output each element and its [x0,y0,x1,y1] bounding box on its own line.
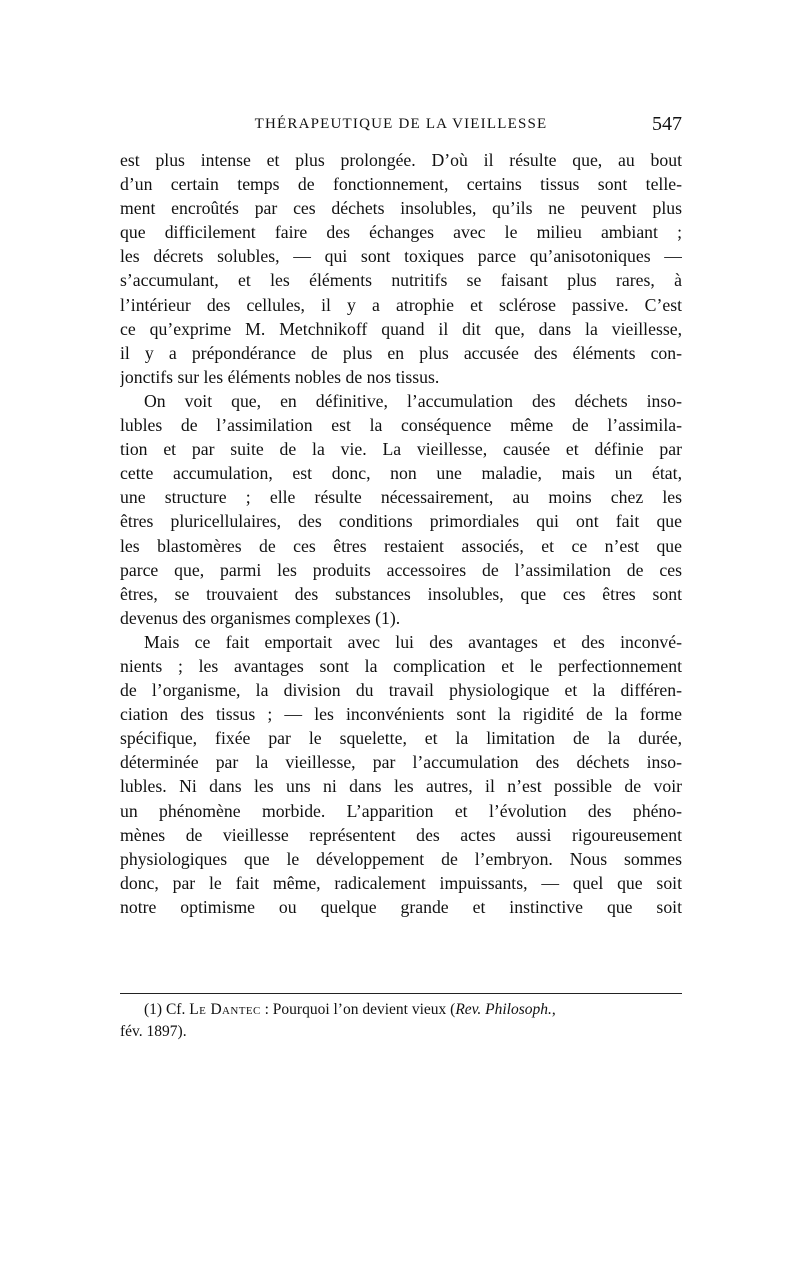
text-line: donc, par le fait même, radicalement impuissants, — quel que soit [120,872,682,893]
text-line: ce qu’exprime M. Metchnikoff quand il dit que, dans la vieillesse, [120,318,682,339]
paragraph [120,389,682,630]
text-line: ment encroûtés par ces déchets insolubles, qu’ils ne peuvent plus [120,198,682,219]
text-line: mènes de vieillesse représentent des actes aussi rigoureusement [120,824,682,845]
footnote-text-after: , [551,1001,556,1018]
footnote-text: : Pourquoi l’on devient vieux ( [260,1001,456,1018]
text-line: les blastomères de ces êtres restaient associés, et ce n’est que [120,535,682,556]
footnote-line: fév. 1897). [120,1023,187,1040]
text-line: il y a prépondérance de plus en plus accusée des éléments con- [120,342,682,363]
text-line: spécifique, fixée par le squelette, et la limitation de la durée, [120,728,682,749]
text-line: lubles. Ni dans les uns ni dans les autres, il n’est possible de voir [120,776,682,797]
text-line: s’accumulant, et les éléments nutritifs se faisant plus rares, à [120,270,682,291]
text-line: est plus intense et plus prolongée. D’où il résulte que, au bout [120,150,682,170]
text-line: êtres, se trouvaient des substances insolubles, que ces êtres sont [120,583,682,604]
text-line: ciation des tissus ; — les inconvénients sont la rigidité de la forme [120,704,682,725]
footnote-author: Le Dantec [189,1001,261,1018]
text-line: déterminée par la vieillesse, par l’accumulation des déchets inso- [120,752,682,773]
text-line: d’un certain temps de fonctionnement, certains tissus sont telle- [120,174,682,195]
body-text [120,148,682,919]
text-line: tion et par suite de la vie. La vieillesse, causée et définie par [120,439,682,460]
text-line: les décrets solubles, — qui sont toxiques parce qu’anisotoniques — [120,246,682,267]
text-line: l’intérieur des cellules, il y a atrophie et sclérose passive. C’est [120,294,682,315]
text-line: êtres pluricellulaires, des conditions primordiales qui ont fait que [120,511,682,532]
text-line: parce que, parmi les produits accessoires de l’assimilation de ces [120,559,682,580]
text-line: notre optimisme ou quelque grande et instinctive que soit [120,896,682,917]
footnote-line [120,999,682,1021]
footnote-marker: (1) Cf. [144,1001,186,1018]
running-title: THÉRAPEUTIQUE DE LA VIEILLESSE [254,116,548,132]
running-head [120,113,682,140]
footnote-rule [120,993,682,994]
text-line: de l’organisme, la division du travail physiologique et la différen- [120,680,682,701]
text-line: une structure ; elle résulte nécessairement, au moins chez les [120,487,682,508]
text-line: un phénomène morbide. L’apparition et l’évolution des phéno- [120,800,682,821]
paragraph [120,148,682,389]
footnote-source-title: Rev. Philosoph. [455,1001,552,1018]
text-line: cette accumulation, est donc, non une maladie, mais un état, [120,463,682,484]
text-line: On voit que, en définitive, l’accumulation des déchets inso- [144,390,682,411]
text-line: jonctifs sur les éléments nobles de nos tissus. [120,366,440,387]
text-line: nients ; les avantages sont la complication et le perfectionnement [120,655,682,676]
paragraph [120,630,682,919]
text-line: Mais ce fait emportait avec lui des avantages et des inconvé- [144,631,682,652]
text-line: que difficilement faire des échanges avec le milieu ambiant ; [120,222,682,243]
text-line: physiologiques que le développement de l’embryon. Nous sommes [120,848,682,869]
text-line: devenus des organismes complexes (1). [120,607,401,628]
text-line: lubles de l’assimilation est la conséquence même de l’assimila- [120,415,682,436]
footnotes [120,999,682,1043]
page-number: 547 [652,113,682,135]
